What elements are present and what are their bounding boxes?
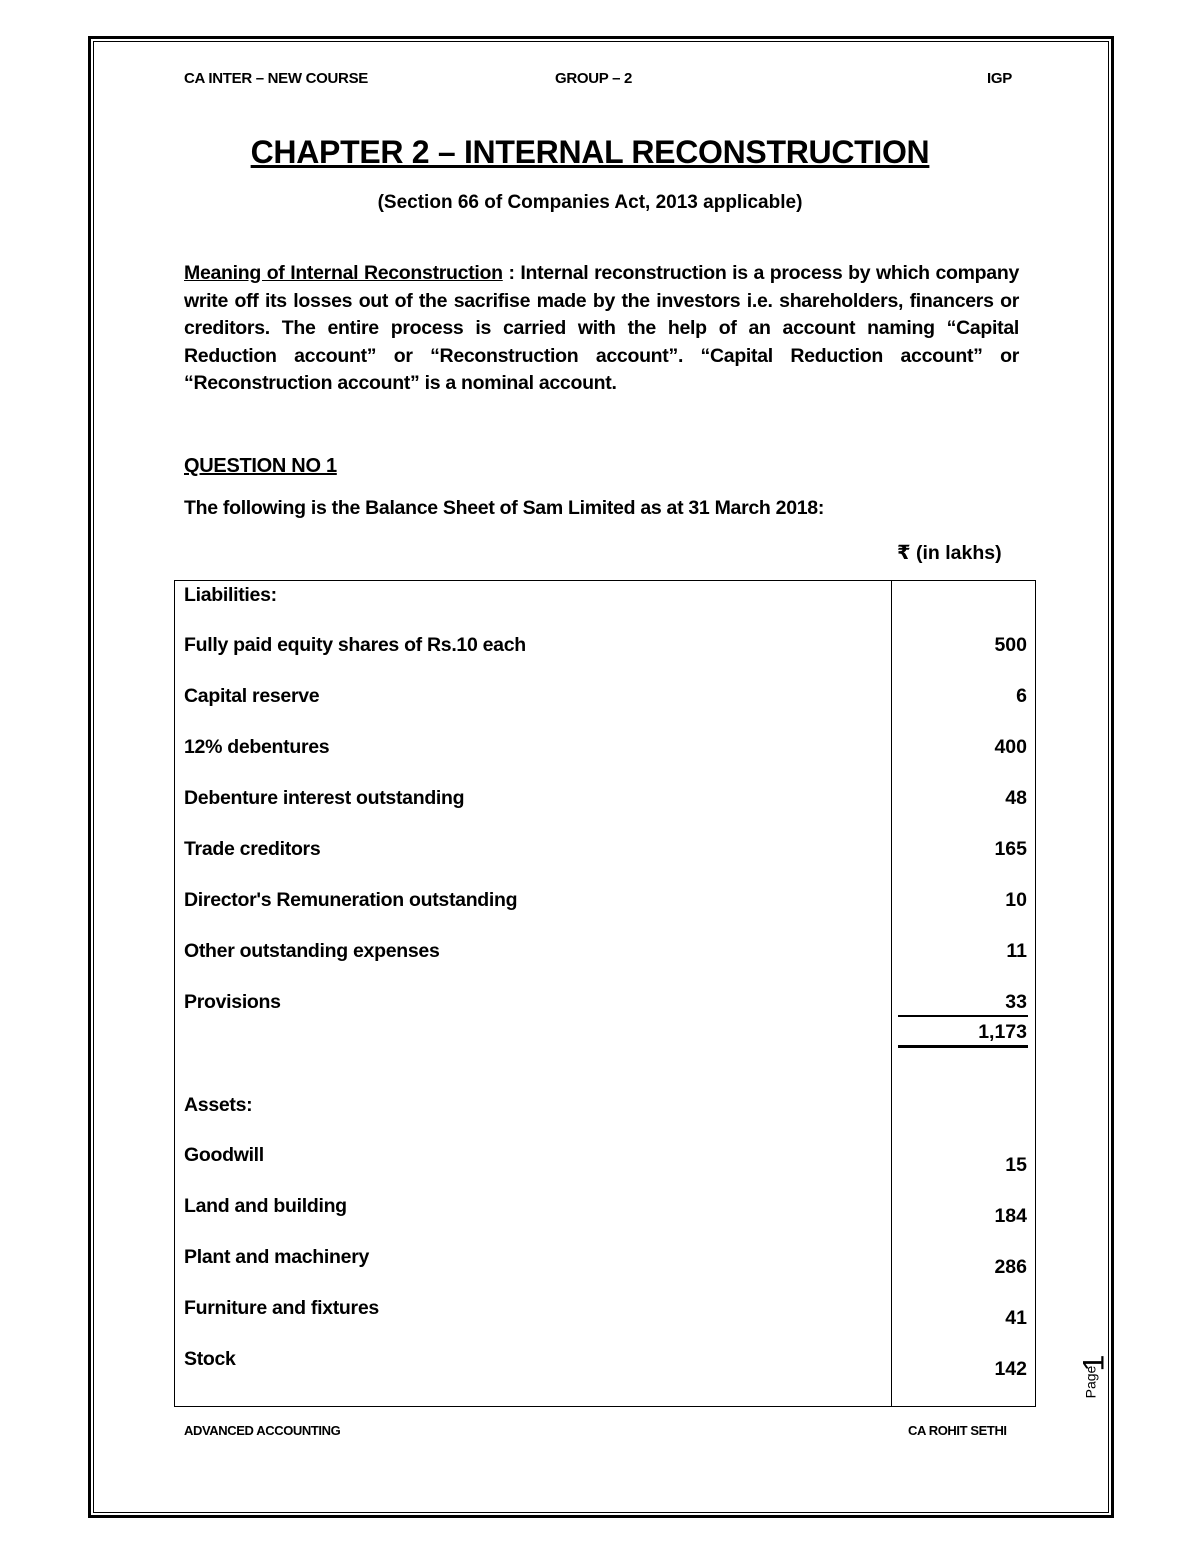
total-rule	[898, 1045, 1028, 1048]
table-row-label: Fully paid equity shares of Rs.10 each	[184, 634, 526, 656]
table-row-amount: 11	[1006, 940, 1027, 962]
table-row-label: Capital reserve	[184, 685, 320, 707]
table-row-label: Plant and machinery	[184, 1246, 370, 1268]
meaning-text: Internal reconstruction is a process by which company write off its losses out of the sacrifise made by the investors i.e. shareholders, financers or creditors. The entire process is carried with the help of an account naming “Capital Reduction account” or “Reconstruction account”. “Capital Reduction account” or “Reconstruction account” is a nominal account.	[184, 262, 1019, 394]
meaning-lead: Meaning of Internal Reconstruction	[184, 262, 503, 284]
table-row-label: Land and building	[184, 1195, 347, 1217]
amount-unit: ₹ (in lakhs)	[897, 542, 1002, 564]
table-row-label: Other outstanding expenses	[184, 940, 440, 962]
assets-heading: Assets:	[184, 1094, 253, 1116]
table-row-label: Stock	[184, 1348, 236, 1370]
table-row-amount: 165	[994, 838, 1027, 860]
question-heading: QUESTION NO 1	[184, 455, 337, 477]
table-row-amount: 15	[1005, 1154, 1027, 1176]
subtotal-rule	[898, 1015, 1028, 1017]
table-row-amount: 10	[1005, 889, 1027, 911]
table-row-label: Debenture interest outstanding	[184, 787, 465, 809]
footer-author: CA ROHIT SETHI	[908, 1423, 1007, 1438]
header-group: GROUP – 2	[555, 70, 633, 87]
table-row-amount: 6	[1016, 685, 1027, 707]
header-course: CA INTER – NEW COURSE	[184, 70, 368, 87]
table-row-label: Trade creditors	[184, 838, 321, 860]
liabilities-heading: Liabilities:	[184, 584, 277, 606]
meaning-paragraph	[184, 260, 1019, 398]
page-number	[1077, 1352, 1112, 1412]
table-row-label: 12% debentures	[184, 736, 330, 758]
meaning-separator: :	[502, 262, 521, 284]
table-row-amount: 48	[1005, 787, 1027, 809]
chapter-subtitle: (Section 66 of Companies Act, 2013 applicable)	[377, 192, 803, 213]
liabilities-total: 1,173	[978, 1021, 1027, 1043]
question-intro: The following is the Balance Sheet of Sam Limited as at 31 March 2018:	[184, 497, 825, 519]
table-row-amount: 41	[1005, 1307, 1027, 1329]
table-row-label: Provisions	[184, 991, 281, 1013]
table-row-amount: 400	[994, 736, 1027, 758]
table-row-amount: 500	[994, 634, 1027, 656]
chapter-title: CHAPTER 2 – INTERNAL RECONSTRUCTION	[250, 134, 930, 170]
table-row-label: Furniture and fixtures	[184, 1297, 379, 1319]
table-row-label: Director's Remuneration outstanding	[184, 889, 518, 911]
table-row-amount: 286	[994, 1256, 1027, 1278]
page-word: Page	[1082, 1365, 1099, 1399]
table-row-label: Goodwill	[184, 1144, 264, 1166]
table-row-amount: 33	[1005, 991, 1027, 1013]
page-number-value: 1	[1077, 1354, 1111, 1372]
balance-sheet-column-divider	[891, 580, 892, 1407]
footer-subject: ADVANCED ACCOUNTING	[184, 1423, 341, 1438]
table-row-amount: 184	[994, 1205, 1027, 1227]
table-row-amount: 142	[994, 1358, 1027, 1380]
header-code: IGP	[987, 70, 1012, 87]
